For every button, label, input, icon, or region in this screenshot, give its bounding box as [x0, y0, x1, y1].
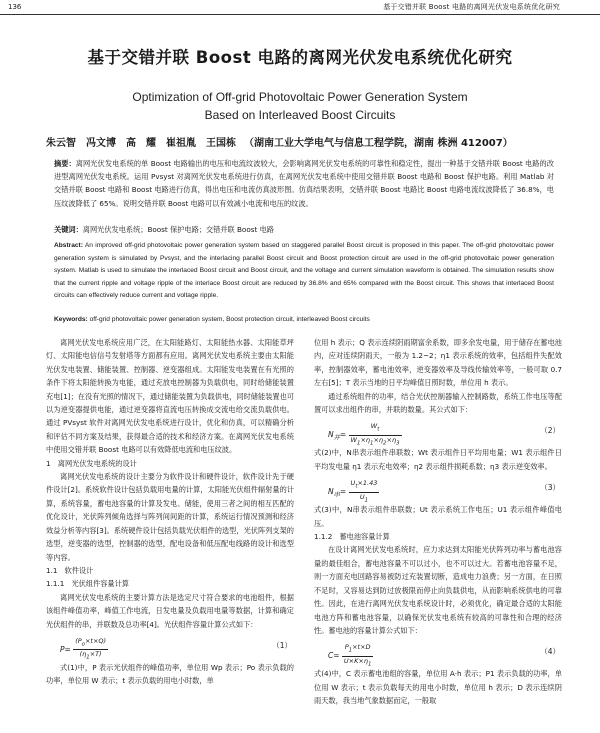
equation-2-formula: $N_并=$ $\frac{W_t}{W_1\times\eta_1\times\eta_2\times\eta_3}$	[328, 422, 400, 447]
affiliation: （湖南工业大学电气与信息工程学院，湖南 株洲 412007）	[244, 138, 513, 149]
abstract-chinese	[54, 157, 554, 210]
authors: 朱云智 冯文博 高 耀 崔祖胤 王国栋	[46, 138, 236, 149]
keywords-en-label: Keywords:	[54, 316, 88, 323]
equation-4	[314, 639, 562, 665]
keywords-en-text: off-grid photovoltaic power generation system, Boost protection circuit, interleaved Boost circuits	[89, 316, 370, 323]
subsection-heading: 1.1 软件设计	[46, 565, 94, 575]
paragraph: 离网光伏发电系统应用广泛，在太阳能路灯、太阳能热水器、太阳能草坪灯、太阳能电信信号发射塔等方面都有应用。离网光伏发电系统主要由太阳能光伏发电装置、储能装置、控制器、逆变器组成。太阳能发电装置在有光照的条件下将太阳能转换为电能，通过充放电控制器为负载供电，同时给储能装置充电[1]；在没有光照的情况下，通过储能装置为负载供电，同时储能装置也可以为逆变器提供电能，通过逆变器将直流电压转换成交流电给交流负载供电。通过 PVsyst 软件对离网光伏发电系统进行设计，优化和仿真，可以精确分析和评估不同方案及结果，获得最合适的技术和经济方案。在离网光伏发电系统中使用交错并联 Boost 电路可以有效降低电流和电压纹波。	[46, 338, 294, 455]
equation-1-number: （1）	[272, 640, 292, 650]
section-heading: 1 离网光伏发电系统的设计	[46, 458, 137, 468]
equation-4-formula: C= $\frac{P_1\times t\times D}{U\times K\times\eta_1}$	[328, 643, 372, 667]
paragraph: 在设计离网光伏发电系统时，应力求达到太阳能光伏阵列功率与蓄电池容量的最佳组合，蓄电池容量不可以过小，也不可以过大。若蓄电池容量不足，则一方面充电回路容易被防过充装置切断，造成电力浪费；另一方面，在日照不足时，又容易达到防过放极限而停止向负载供电，从而影响系统供电的可靠性。因此，在进行离网光伏发电系统设计时，必须优化，确定最合适的太阳能电池方阵和蓄电池容量，以确保光伏发电系统有较高的可靠性和合理的经济性。蓄电池的容量计算公式如下：	[314, 545, 562, 635]
paragraph: 式(1)中，P 表示光伏组件的峰值功率，单位用 Wp 表示；Po 表示负载的功率，单位用 W 表示；t 表示负载的用电小时数，单	[46, 662, 294, 686]
title-english-line-2: Based on Interleaved Boost Circuits	[204, 108, 396, 122]
subsubsection-heading: 1.1.2 蓄电池容量计算	[314, 532, 390, 542]
equation-3-formula: $N_串=$ $\frac{U_t\times 1.43}{U_1}$	[328, 479, 378, 503]
paragraph: 离网光伏发电系统的主要计算方法是选定尺寸符合要求的电池组件，根据该组件峰值功率，峰值工作电流，日发电量及负载用电量等数据，计算和确定光伏组件的串，并联数及总功率[4]。光伏组件容量计算公式如下：	[46, 592, 294, 629]
page-number: 136	[8, 3, 22, 11]
equation-1-formula: P= $\frac{(P_o\times t\times Q)}{(\eta_1\times T)}$	[60, 636, 107, 661]
abstract-cn-label: 摘要：	[54, 159, 76, 168]
keywords-cn-text: 离网光伏发电系统；Boost 保护电路；交错并联 Boost 电路	[82, 225, 274, 234]
equation-3	[314, 475, 562, 501]
title-english	[0, 88, 600, 124]
running-title: 基于交错并联 Boost 电路的离网光伏发电系统优化研究	[383, 3, 560, 11]
body-right-column	[314, 336, 562, 708]
abstract-cn-text: 离网光伏发电系统的单 Boost 电路输出的电压和电流纹波较大，会影响离网光伏发电系统的可靠性和稳定性，提出一种基于交错并联 Boost 电路的改进型离网光伏发电系统。运用 Pvsyst 对离网光伏发电系统进行仿真，在离网光伏发电系统中使用交错并联 Boost 电路和 Boost 保护电路。利用 Matlab 对交错并联 Boost 电路和 Boost 电路进行仿真，得出电压和电流仿真波形图。仿真结果表明，交错并联 Boost 电路比 Boost 电路电流纹波降低了 36.8%，电压纹波降低了 65%。说明交错并联 Boost 电路可以有效减小电流和电压的纹波。	[54, 159, 554, 208]
paragraph: 离网光伏发电系统的设计主要分为软件设计和硬件设计，软件设计先于硬件设计[2]。系统软件设计包括负载用电量的计算，太阳能光伏组件辐射量的计算，系统容量，蓄电池容量的计算及发电、储能，使用三者之间的相互匹配的优化设计，光伏阵列倾角选择与阵列间间距的计算，系统运行情况预测和经济效益分析等内容[3]。系统硬件设计包括负载光伏组件的选型，光伏阵列支架的选型，逆变器的选型，控制器的选型，配电设备和低压配电线路的设计和选型等内容。	[46, 472, 294, 562]
body-left-column	[46, 336, 294, 688]
running-header	[0, 0, 600, 15]
paragraph: 通过系统组件的功率，结合光伏控制器输入控制路数，系统工作电压等配置可以求出组件的串，并联的数量。其公式如下：	[314, 391, 562, 415]
paragraph: 式(4)中，C 表示蓄电池组的容量，单位用 A·h 表示；P1 表示负载的功率，单位用 W 表示；t 表示负载每天的用电小时数，单位用 h 表示；D 表示连续阴雨天数，我当地气象数据而定，一般取	[314, 669, 562, 706]
subsubsection-heading: 1.1.1 光伏组件容量计算	[46, 579, 129, 589]
abstract-en-text: An improved off-grid photovoltaic power generation system based on staggered parallel Boost circuit is proposed in this paper. The off-grid photovoltaic power generation system is simulated by Pvsyst, and the interlacing parallel Boost circuit and Boost protection circuit are used in the off-grid photovoltaic power generation system. Matlab is used to simulate the interlaced Boost circuit and Boost circuit, and the voltage and current simulation waveform is obtained. The simulation results show that the current ripple and voltage ripple of the interlace Boost circuit are reduced by 36.8% and 65% compared with the Boost circuit. This shows that interlaced Boost circuits can effectively reduce current and voltage ripple.	[54, 242, 554, 299]
equation-2	[314, 418, 562, 447]
author-line	[46, 134, 513, 149]
paragraph: 式(2)中，N串表示组件串联数；Wt 表示组件日平均用电量；W1 表示组件日平均发电量 η1 表示充电效率；η2 表示组件损耗系数；η3 表示逆变效率。	[314, 448, 562, 471]
keywords-chinese	[54, 223, 554, 236]
title-chinese: 基于交错并联 Boost 电路的离网光伏发电系统优化研究	[87, 48, 513, 67]
abstract-en-label: Abstract:	[54, 242, 83, 249]
title-english-line-1: Optimization of Off-grid Photovoltaic Power Generation System	[132, 90, 468, 104]
keywords-english	[54, 314, 554, 327]
paragraph: 位用 h 表示；Q 表示连续阴雨期富余系数，即多余发电量，用于储存在蓄电池内，应对连续阴雨天，一般为 1.2~2；η1 表示系统的效率，包括组件失配效率，控制器效率，蓄电池效率，逆变器效率及导线传输效率等，一般可取 0.7 左右[5]；T 表示当地的日平均峰值日照时数，单位用 h 表示。	[314, 338, 562, 388]
equation-4-number: （4）	[540, 647, 560, 657]
paragraph: 式(3)中，N串表示组件串联数；Ut 表示系统工作电压；U1 表示组件峰值电压。	[314, 505, 562, 528]
abstract-english	[54, 240, 554, 303]
keywords-cn-label: 关键词：	[54, 225, 83, 234]
equation-2-number: （2）	[540, 426, 560, 436]
equation-3-number: （3）	[540, 483, 560, 493]
equation-1	[46, 633, 294, 659]
